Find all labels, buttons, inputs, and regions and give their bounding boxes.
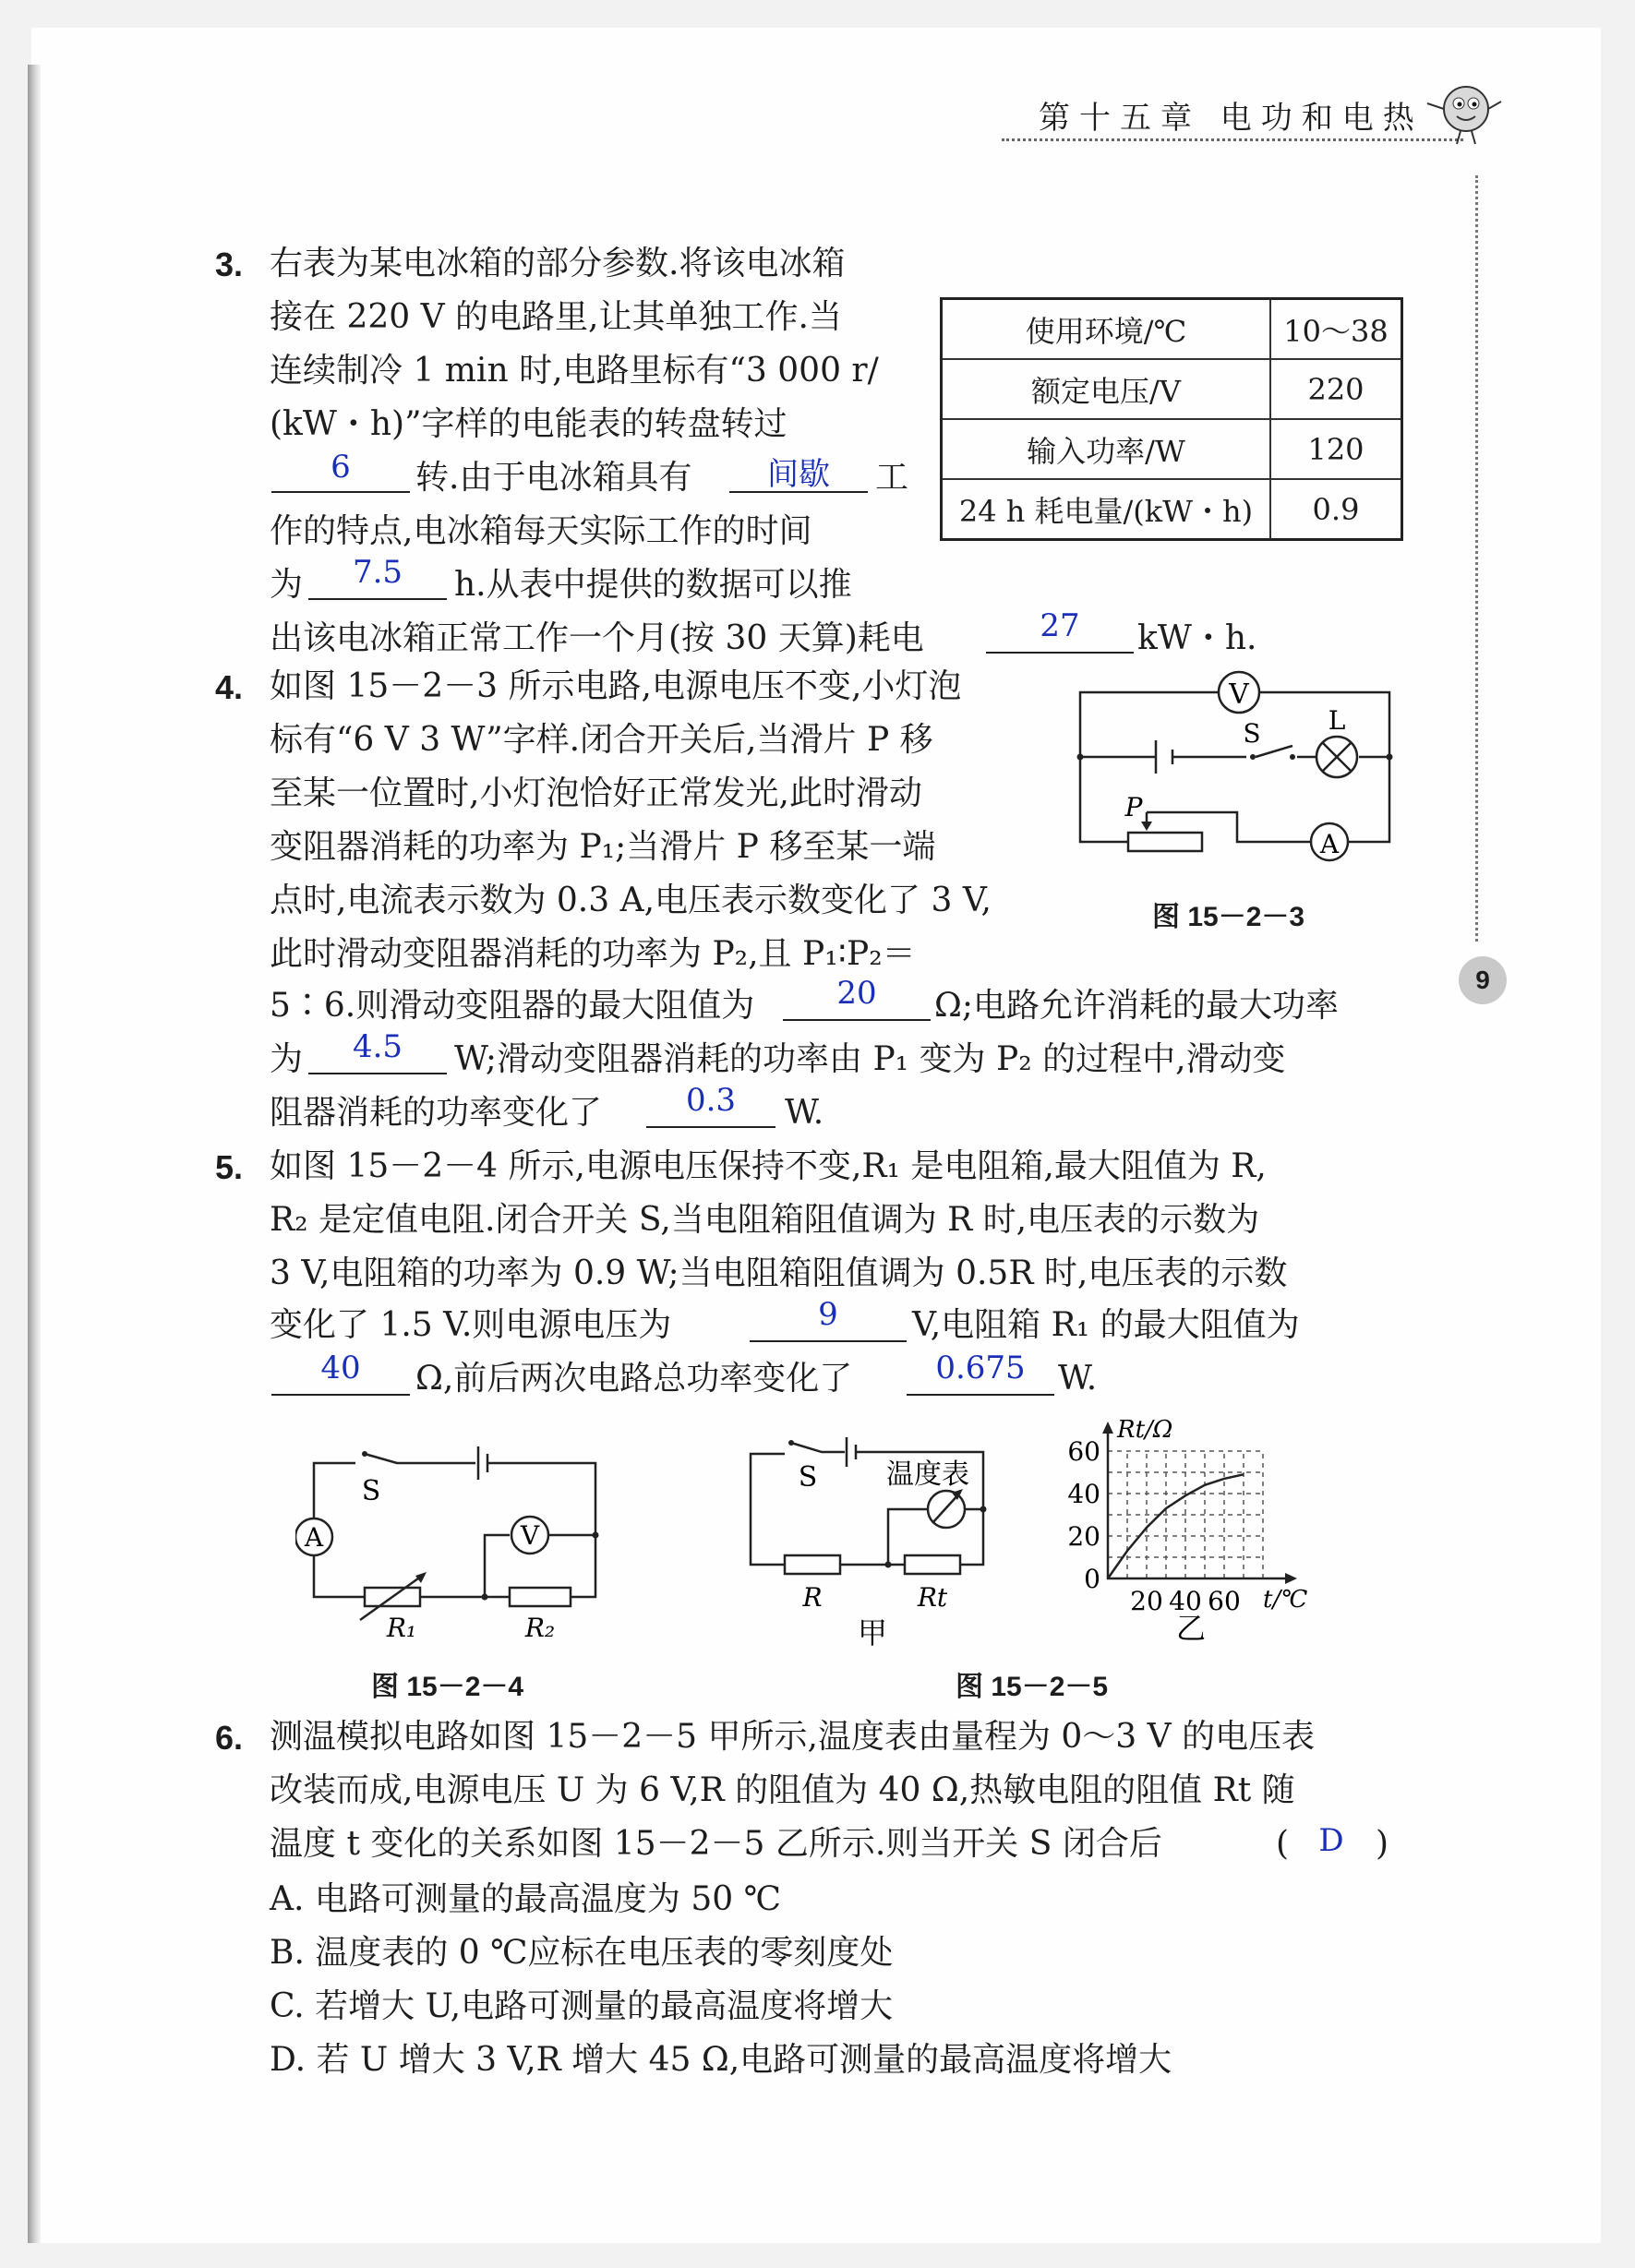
table-row [942,479,1402,540]
q3-line-7-end: h.从表中提供的数据可以推 [454,566,852,604]
q6-answer: D [1318,1822,1344,1859]
fig5-yi-label: 乙 [1175,1611,1207,1646]
table-value: 0.9 [1270,479,1402,540]
q3-line-5-end: 工 [875,459,909,497]
q6-line-2: 改装而成,电源电压 U 为 6 V,R 的阻值为 40 Ω,热敏电阻的阻值 Rt 随 [270,1771,1295,1809]
fig4-ammeter-label: A [304,1522,324,1553]
q6-paren-open: ( [1276,1825,1290,1863]
rt-curve [1108,1474,1244,1578]
fig5-jia-label: 甲 [857,1615,888,1648]
table-row [942,299,1402,360]
q3-answer-4: 27 [1040,607,1080,644]
figure-15-2-4-circuit [295,1445,609,1657]
q4-line-8-start: 为 [270,1040,304,1078]
fig3-lamp-label: L [1328,705,1346,736]
q6-paren-close: ) [1376,1825,1389,1863]
q4-number: 4. [215,668,244,706]
q4-line-5: 点时,电流表示数为 0.3 A,电压表示数变化了 3 V, [270,882,992,919]
fig5-meter-label: 温度表 [886,1458,969,1491]
y-tick-label: 40 [1067,1479,1100,1509]
q6-option-d: D. 若 U 增大 3 V,R 增大 45 Ω,电路可测量的最高温度将增大 [270,2041,1172,2079]
table-value: 220 [1270,359,1402,419]
q3-blank-1 [271,491,410,493]
q3-line-1: 右表为某电冰箱的部分参数.将该电冰箱 [270,245,846,282]
table-key: 额定电压/V [942,359,1271,419]
graph-grid [1108,1451,1263,1578]
side-dotted-rule [1475,175,1478,942]
figure-15-2-3-caption: 图 15－2－3 [1152,902,1305,932]
figure-15-2-3-circuit [1071,665,1403,863]
q4-line-2: 标有“6 V 3 W”字样.闭合开关后,当滑片 P 移 [270,721,933,759]
q5-answer-3: 0.675 [935,1350,1026,1386]
table-row [942,419,1402,479]
table-key: 24 h 耗电量/(kW・h) [942,479,1271,540]
chapter-header: 第十五章 电功和电热 [1039,100,1424,137]
graph-ylabel: Rt/Ω [1117,1417,1173,1444]
q4-answer-2: 4.5 [352,1028,403,1065]
x-axis-arrow [1285,1573,1297,1584]
q6-option-a: A. 电路可测量的最高温度为 50 ℃ [270,1880,781,1918]
q5-line-5-end: W. [1058,1360,1098,1398]
figure-15-2-5-caption: 图 15－2－5 [956,1672,1109,1702]
q6-line-1: 测温模拟电路如图 15－2－5 甲所示,温度表由量程为 0～3 V 的电压表 [270,1718,1316,1756]
fig3-ammeter-label: A [1319,829,1340,859]
q6-number: 6. [215,1719,244,1757]
x-tick-label: 20 [1130,1586,1163,1616]
q3-blank-3 [308,598,447,600]
table-value: 120 [1270,419,1402,479]
book-spine [28,65,41,2243]
q3-blank-4 [986,652,1134,654]
fig3-slider-label: P [1124,792,1143,822]
q4-line-8-end: W;滑动变阻器消耗的功率由 P₁ 变为 P₂ 的过程中,滑动变 [454,1040,1286,1078]
q3-line-8-start: 出该电冰箱正常工作一个月(按 30 天算)耗电 [270,619,924,657]
q6-option-b: B. 温度表的 0 ℃应标在电压表的零刻度处 [270,1934,894,1972]
q3-answer-2: 间歇 [767,456,830,493]
q4-blank-1 [783,1019,931,1021]
q5-blank-3 [907,1394,1054,1396]
y-axis-arrow [1102,1422,1113,1434]
q4-line-3: 至某一位置时,小灯泡恰好正常发光,此时滑动 [270,774,922,812]
q3-parameter-table [940,297,1403,541]
table-row [942,359,1402,419]
q3-answer-1: 6 [331,449,351,486]
fig4-r2-label: R₂ [524,1613,556,1643]
graph-axes [1108,1431,1288,1578]
q6-option-c: C. 若增大 U,电路可测量的最高温度将增大 [270,1987,894,2025]
q4-line-9-end: W. [785,1094,824,1132]
q5-number: 5. [215,1148,244,1186]
q5-answer-1: 9 [818,1296,838,1333]
q3-line-3: 连续制冷 1 min 时,电路里标有“3 000 r/ [270,352,879,390]
q4-line-1: 如图 15－2－3 所示电路,电源电压不变,小灯泡 [270,667,962,705]
x-tick-label: 60 [1208,1586,1241,1616]
q3-line-5-mid: 转.由于电冰箱具有 [415,459,692,497]
table-key: 使用环境/℃ [942,299,1271,360]
q4-line-4: 变阻器消耗的功率为 P₁;当滑片 P 移至某一端 [270,828,936,866]
header-dotted-rule [1002,138,1463,141]
y-tick-label: 0 [1084,1564,1100,1594]
fig5-rt-label: Rt [917,1582,948,1613]
q3-line-6: 作的特点,电冰箱每天实际工作的时间 [270,512,812,550]
table-key: 输入功率/W [942,419,1271,479]
q5-line-2: R₂ 是定值电阻.闭合开关 S,当电阻箱阻值调为 R 时,电压表的示数为 [270,1201,1260,1239]
q3-number: 3. [215,246,244,283]
graph-xlabel: t/℃ [1263,1586,1308,1614]
fig3-voltmeter-label: V [1229,678,1249,711]
q4-line-6: 此时滑动变阻器消耗的功率为 P₂,且 P₁∶P₂＝ [270,935,916,973]
q5-line-1: 如图 15－2－4 所示,电源电压保持不变,R₁ 是电阻箱,最大阻值为 R, [270,1147,1267,1185]
fig5-r-label: R [802,1582,823,1613]
q3-line-7-start: 为 [270,566,304,604]
fig4-r1-label: R₁ [386,1613,417,1643]
figure-15-2-5-jia-circuit [743,1435,1002,1648]
q3-line-2: 接在 220 V 的电路里,让其单独工作.当 [270,298,842,336]
q4-blank-2 [308,1073,447,1074]
q5-line-5-mid: Ω,前后两次电路总功率变化了 [415,1360,853,1398]
fig5-switch-label: S [798,1461,818,1494]
q3-answer-3: 7.5 [352,554,403,591]
x-tick-label: 40 [1169,1586,1202,1616]
y-tick-label: 60 [1067,1436,1100,1467]
q6-line-3: 温度 t 变化的关系如图 15－2－5 乙所示.则当开关 S 闭合后 [270,1825,1162,1863]
fig4-switch-label: S [361,1475,381,1507]
q4-blank-3 [646,1126,775,1128]
figure-15-2-5-yi-graph [1052,1417,1348,1662]
q5-line-3: 3 V,电阻箱的功率为 0.9 W;当电阻箱阻值调为 0.5R 时,电压表的示数 [270,1254,1288,1292]
q4-answer-3: 0.3 [685,1082,737,1119]
y-tick-label: 20 [1067,1521,1100,1552]
figure-15-2-4-caption: 图 15－2－4 [371,1672,524,1702]
q4-line-9-start: 阻器消耗的功率变化了 [270,1094,603,1132]
page-number: 9 [1459,956,1507,1004]
table-value: 10～38 [1270,299,1402,360]
q3-line-4: (kW・h)”字样的电能表的转盘转过 [270,405,787,443]
q5-blank-1 [750,1340,907,1342]
mascot-icon [1422,76,1505,150]
q3-line-8-end: kW・h. [1137,619,1257,657]
fig3-switch-label: S [1243,718,1261,749]
fig4-voltmeter-label: V [520,1520,540,1551]
q4-answer-1: 20 [836,975,877,1012]
q5-answer-2: 40 [320,1350,361,1386]
q5-line-4-start: 变化了 1.5 V.则电源电压为 [270,1306,672,1344]
q5-blank-2 [271,1394,410,1396]
q4-line-7-start: 5∶6.则滑动变阻器的最大阻值为 [270,987,755,1025]
q5-line-4-end: V,电阻箱 R₁ 的最大阻值为 [912,1306,1300,1344]
q4-line-7-end: Ω;电路允许消耗的最大功率 [934,987,1339,1025]
